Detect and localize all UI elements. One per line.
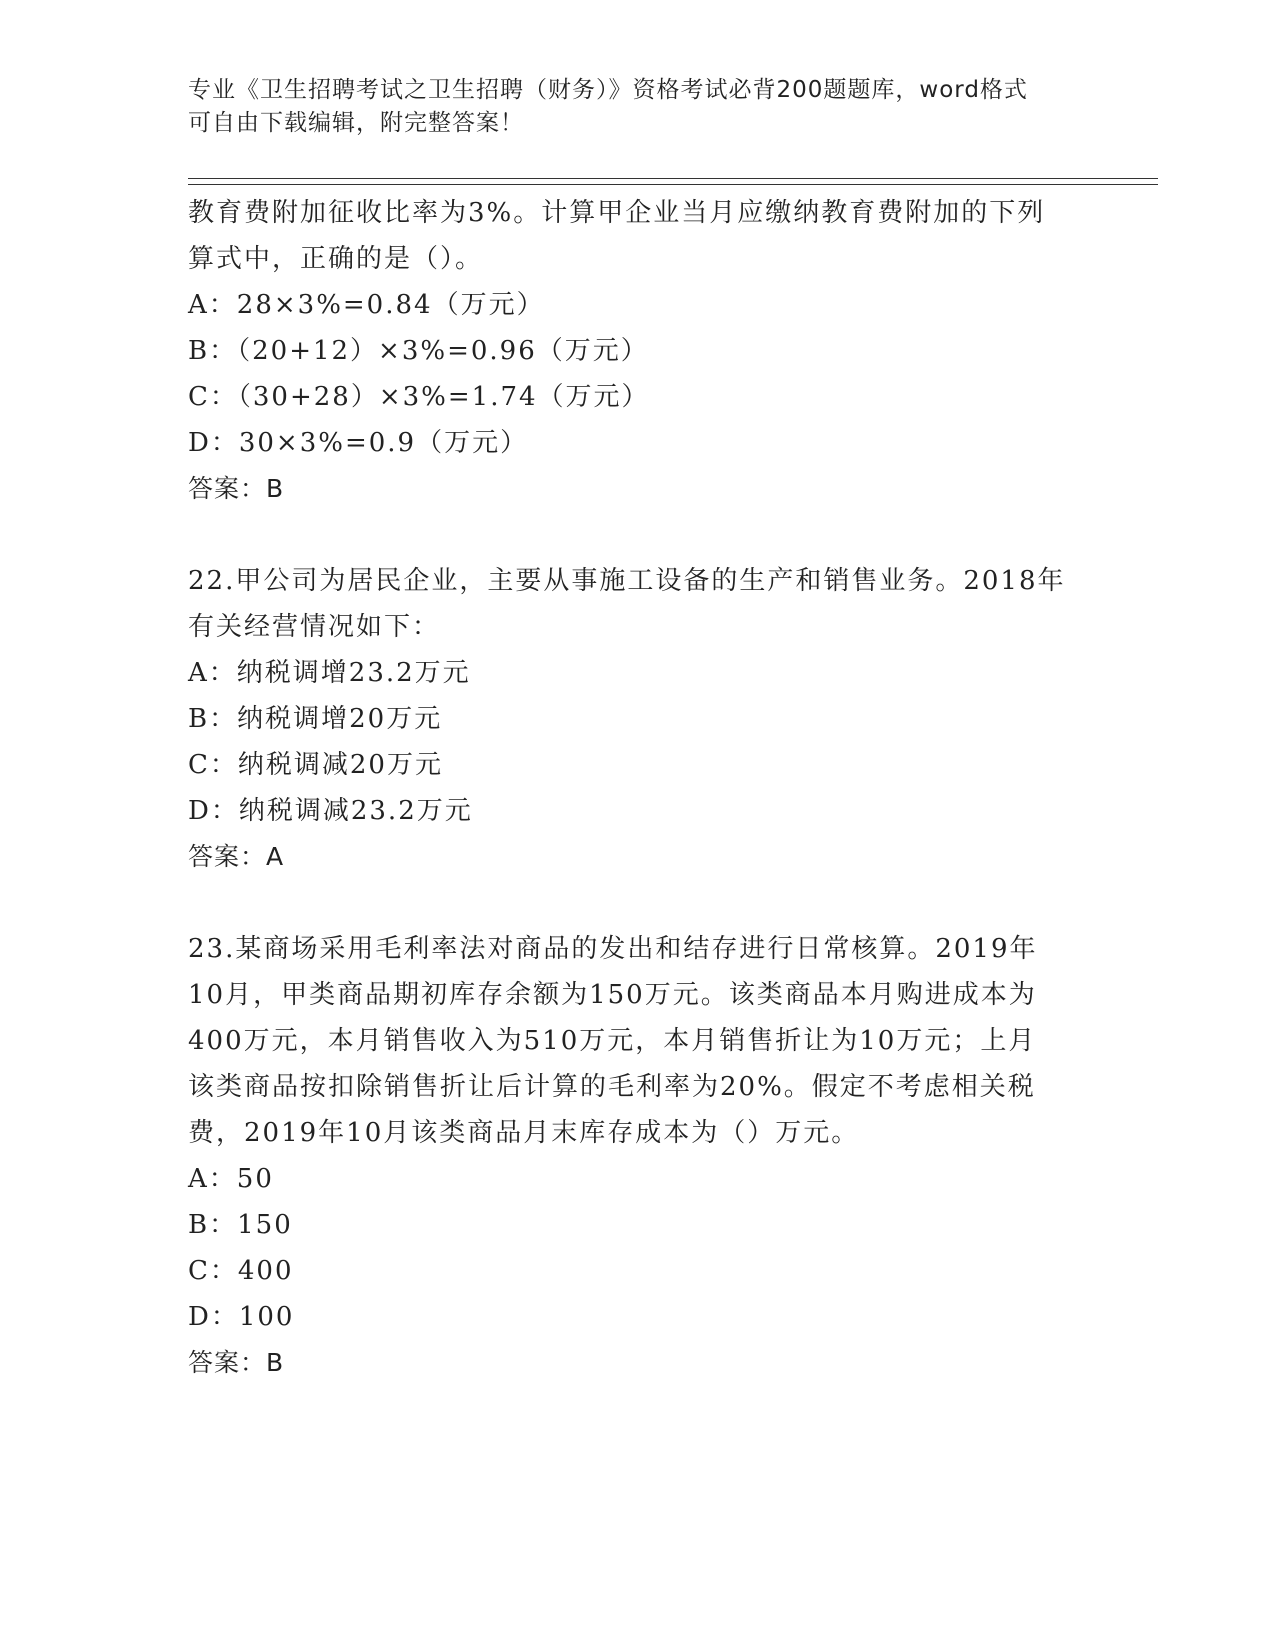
option-a: A：纳税调增23.2万元	[188, 658, 471, 688]
option-c: C：纳税调减20万元	[188, 750, 443, 780]
question-text-line: 该类商品按扣除销售折让后计算的毛利率为20%。假定不考虑相关税	[188, 1072, 1036, 1102]
question-text-line: 教育费附加征收比率为3%。计算甲企业当月应缴纳教育费附加的下列	[188, 198, 1046, 228]
option-a: A：50	[188, 1164, 274, 1194]
header-divider-bottom	[188, 184, 1158, 185]
header-line-1: 专业《卫生招聘考试之卫生招聘（财务）》资格考试必背200题题库，word格式	[188, 77, 1028, 103]
question-text-line: 22.甲公司为居民企业，主要从事施工设备的生产和销售业务。2018年	[188, 566, 1066, 596]
option-b: B：150	[188, 1210, 293, 1240]
option-c: C：（30+28）×3%=1.74（万元）	[188, 382, 650, 412]
question-23	[188, 926, 1088, 1386]
option-d: D：100	[188, 1302, 295, 1332]
question-21	[188, 190, 1088, 512]
question-spacer	[188, 512, 1088, 558]
document-header	[188, 74, 1088, 140]
option-b: B：（20+12）×3%=0.96（万元）	[188, 336, 649, 366]
question-text-line: 有关经营情况如下：	[188, 612, 441, 642]
question-list	[188, 190, 1088, 1386]
question-22	[188, 558, 1088, 880]
option-c: C：400	[188, 1256, 294, 1286]
header-divider-top	[188, 178, 1158, 179]
answer-line: 答案：B	[188, 474, 285, 503]
header-line-2: 可自由下载编辑，附完整答案！	[188, 110, 524, 136]
answer-line: 答案：B	[188, 1348, 285, 1377]
question-text-line: 算式中，正确的是（）。	[188, 244, 484, 274]
answer-line: 答案：A	[188, 842, 285, 871]
question-text-line: 400万元，本月销售收入为510万元，本月销售折让为10万元；上月	[188, 1026, 1037, 1056]
question-text-line: 23.某商场采用毛利率法对商品的发出和结存进行日常核算。2019年	[188, 934, 1038, 964]
option-a: A：28×3%=0.84（万元）	[188, 290, 545, 320]
option-d: D：纳税调减23.2万元	[188, 796, 473, 826]
question-text-line: 10月，甲类商品期初库存余额为150万元。该类商品本月购进成本为	[188, 980, 1037, 1010]
question-text-line: 费，2019年10月该类商品月末库存成本为（）万元。	[188, 1118, 860, 1148]
option-b: B：纳税调增20万元	[188, 704, 443, 734]
option-d: D：30×3%=0.9（万元）	[188, 428, 529, 458]
question-spacer	[188, 880, 1088, 926]
